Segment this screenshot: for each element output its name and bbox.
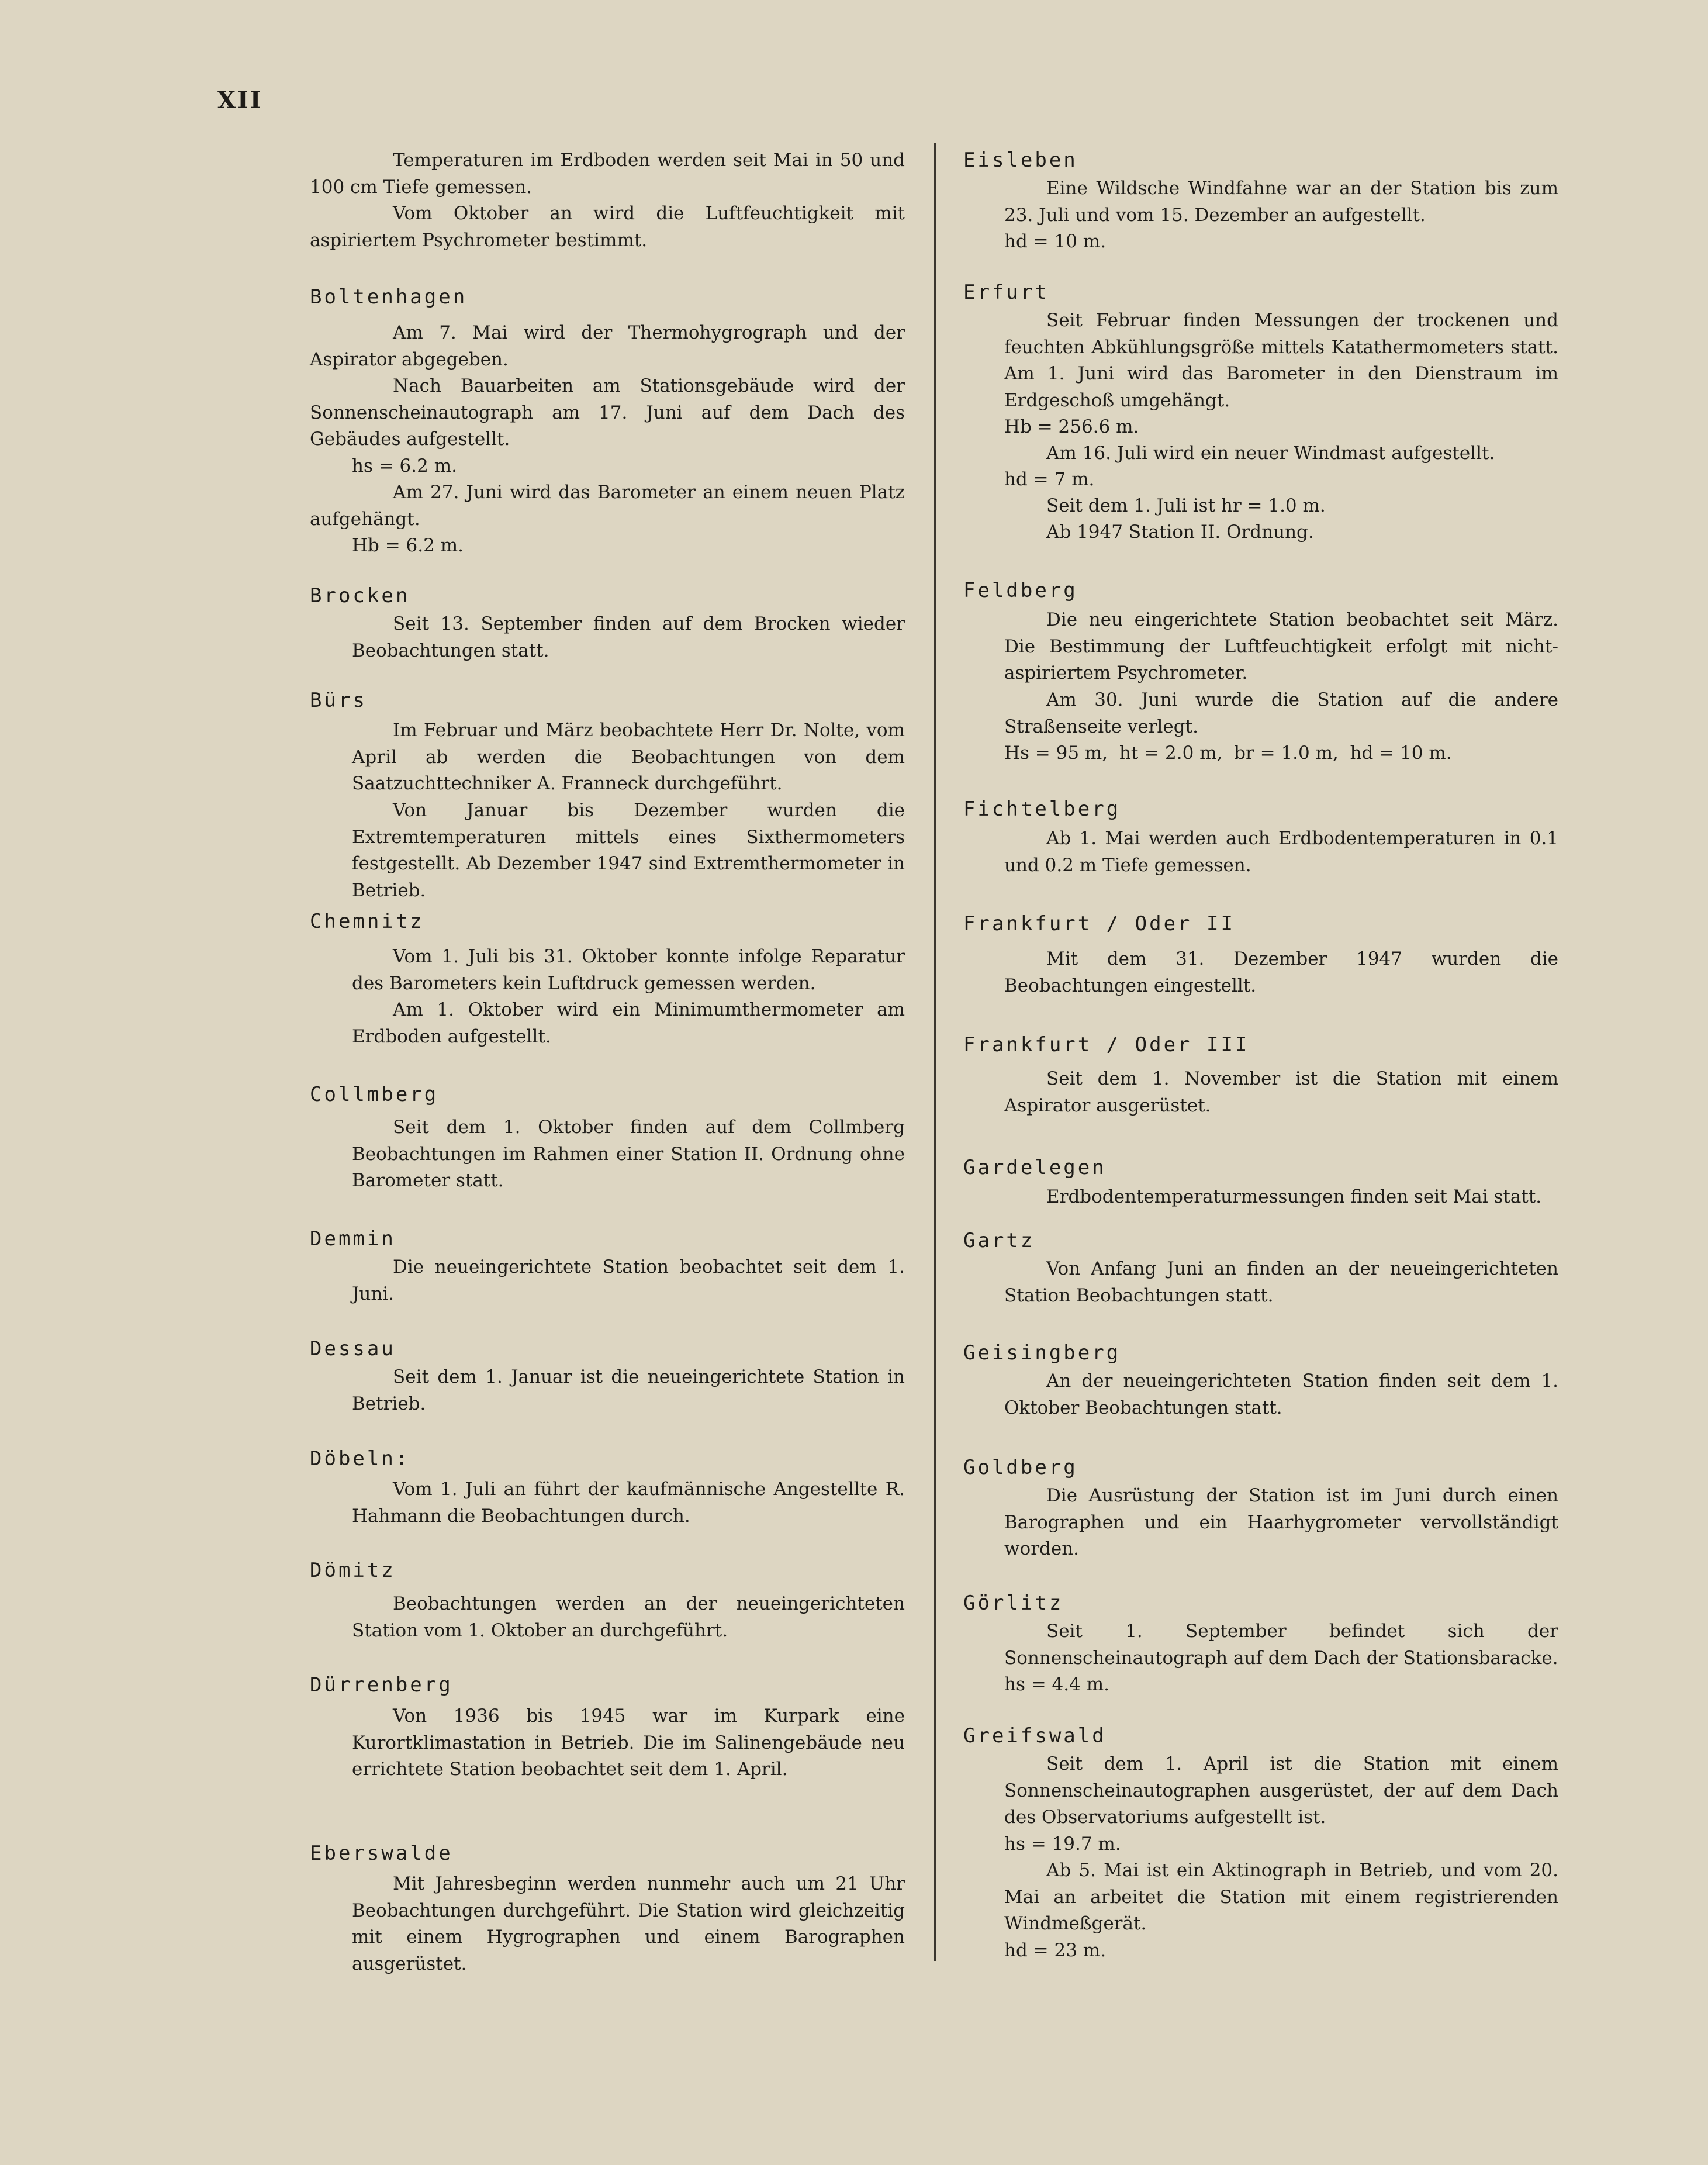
station-heading-eberswalde: Eberswalde	[310, 1842, 453, 1865]
boltenhagen-paragraph-2: Nach Bauarbeiten am Stationsgebäude wird der Sonnenscheinautograph am 17. Juni auf dem Dach des Gebäudes aufgestellt.	[310, 375, 905, 450]
page-number: XII	[217, 87, 263, 114]
station-heading-goerlitz: Görlitz	[963, 1591, 1064, 1615]
station-heading-feldberg: Feldberg	[963, 579, 1078, 602]
station-heading-gartz: Gartz	[963, 1229, 1035, 1252]
station-heading-brocken: Brocken	[310, 584, 410, 607]
station-heading-collmberg: Collmberg	[310, 1083, 439, 1106]
boltenhagen-paragraph-5: Hb = 6.2 m.	[352, 535, 464, 556]
station-heading-dessau: Dessau	[310, 1337, 396, 1361]
eisleben-paragraph-1: Eine Wildsche Windfahne war an der Station bis zum 23. Juli und vom 15. Dezember an aufgestellt.	[1004, 178, 1558, 226]
greifswald-paragraph-1: Seit dem 1. April ist die Station mit einem Sonnenscheinautographen ausgerüstet, der auf dem Dach des Observatoriums aufgestellt ist.	[1004, 1753, 1558, 1828]
erfurt-paragraph-5: Seit dem 1. Juli ist hr = 1.0 m.	[1046, 495, 1326, 516]
intro-paragraph-1: Temperaturen im Erdboden werden seit Mai in 50 und 100 cm Tiefe gemessen.	[310, 150, 905, 198]
station-heading-eisleben: Eisleben	[963, 149, 1078, 172]
station-heading-duerrenberg: Dürrenberg	[310, 1673, 453, 1697]
greifswald-paragraph-2: hs = 19.7 m.	[1004, 1833, 1121, 1855]
intro-paragraph-2: Vom Oktober an wird die Luftfeuchtigkeit mit aspiriertem Psychrometer bestimmt.	[310, 203, 905, 251]
station-heading-goldberg: Goldberg	[963, 1456, 1078, 1479]
goerlitz-paragraph-2: hs = 4.4 m.	[1004, 1674, 1109, 1695]
frankfurt-oder-3-paragraph-1: Seit dem 1. November ist die Station mit einem Aspirator ausgerüstet.	[1004, 1068, 1558, 1116]
eisleben-paragraph-2: hd = 10 m.	[1004, 231, 1107, 252]
doemitz-paragraph-1: Beobachtungen werden an der neueingerichteten Station vom 1. Oktober an durchgeführt.	[352, 1593, 905, 1641]
feldberg-paragraph-2: Am 30. Juni wurde die Station auf die andere Straßenseite verlegt.	[1004, 689, 1558, 737]
station-heading-greifswald: Greifswald	[963, 1724, 1107, 1748]
frankfurt-oder-2-paragraph-1: Mit dem 31. Dezember 1947 wurden die Beobachtungen eingestellt.	[1004, 948, 1558, 996]
station-heading-buers: Bürs	[310, 689, 367, 712]
feldberg-paragraph-3: Hs = 95 m, ht = 2.0 m, br = 1.0 m, hd = 10 m.	[1004, 743, 1452, 764]
station-heading-gardelegen: Gardelegen	[963, 1156, 1107, 1179]
chemnitz-paragraph-1: Vom 1. Juli bis 31. Oktober konnte infolge Reparatur des Barometers kein Luftdruck gemessen werden.	[352, 946, 905, 994]
station-heading-geisingberg: Geisingberg	[963, 1341, 1121, 1365]
buers-paragraph-1: Im Februar und März beobachtete Herr Dr. Nolte, vom April ab werden die Beobachtungen von dem Saatzuchttechniker A. Franneck durchgeführt.	[352, 720, 905, 794]
duerrenberg-paragraph-1: Von 1936 bis 1945 war im Kurpark eine Kurortklimastation in Betrieb. Die im Salinengebäude neu errichtete Station beobachtet seit dem 1. April.	[352, 1705, 905, 1780]
erfurt-paragraph-2: Hb = 256.6 m.	[1004, 416, 1139, 437]
eberswalde-paragraph-1: Mit Jahresbeginn werden nunmehr auch um 21 Uhr Beobachtungen durchgeführt. Die Station wird gleichzeitig mit einem Hygrographen und einem Barographen ausgerüstet.	[352, 1873, 905, 1974]
column-divider	[934, 143, 936, 1961]
gardelegen-paragraph-1: Erdbodentemperaturmessungen finden seit Mai statt.	[1046, 1186, 1542, 1207]
collmberg-paragraph-1: Seit dem 1. Oktober finden auf dem Collmberg Beobachtungen im Rahmen einer Station II. Ordnung ohne Barometer statt.	[352, 1117, 905, 1191]
goerlitz-paragraph-1: Seit 1. September befindet sich der Sonnenscheinautograph auf dem Dach der Stationsbaracke.	[1004, 1621, 1558, 1669]
boltenhagen-paragraph-3: hs = 6.2 m.	[352, 455, 457, 476]
greifswald-paragraph-3: Ab 5. Mai ist ein Aktinograph in Betrieb, und vom 20. Mai an arbeitet die Station mit einem registrierenden Windmeßgerät.	[1004, 1860, 1558, 1934]
feldberg-paragraph-1: Die neu eingerichtete Station beobachtet seit März. Die Bestimmung der Luftfeuchtigkeit erfolgt mit nicht-aspiriertem Psychrometer.	[1004, 609, 1558, 683]
station-heading-doebeln: Döbeln:	[310, 1447, 410, 1470]
erfurt-paragraph-6: Ab 1947 Station II. Ordnung.	[1046, 522, 1314, 543]
station-heading-demmin: Demmin	[310, 1227, 396, 1251]
station-heading-frankfurt-oder-2: Frankfurt / Oder II	[963, 912, 1235, 935]
gartz-paragraph-1: Von Anfang Juni an finden an der neueingerichteten Station Beobachtungen statt.	[1004, 1258, 1558, 1306]
brocken-paragraph-1: Seit 13. September finden auf dem Brocken wieder Beobachtungen statt.	[352, 613, 905, 661]
station-heading-fichtelberg: Fichtelberg	[963, 797, 1121, 821]
fichtelberg-paragraph-1: Ab 1. Mai werden auch Erdbodentemperaturen in 0.1 und 0.2 m Tiefe gemessen.	[1004, 828, 1558, 876]
boltenhagen-paragraph-1: Am 7. Mai wird der Thermohygrograph und der Aspirator abgegeben.	[310, 322, 905, 370]
erfurt-paragraph-4: hd = 7 m.	[1004, 469, 1095, 490]
buers-paragraph-2: Von Januar bis Dezember wurden die Extremtemperaturen mittels eines Sixthermometers festgestellt. Ab Dezember 1947 sind Extremthermometer in Betrieb.	[352, 800, 905, 901]
dessau-paragraph-1: Seit dem 1. Januar ist die neueingerichtete Station in Betrieb.	[352, 1366, 905, 1414]
demmin-paragraph-1: Die neueingerichtete Station beobachtet seit dem 1. Juni.	[352, 1256, 905, 1304]
goldberg-paragraph-1: Die Ausrüstung der Station ist im Juni durch einen Barographen und ein Haarhygrometer vervollständigt worden.	[1004, 1485, 1558, 1559]
erfurt-paragraph-3: Am 16. Juli wird ein neuer Windmast aufgestellt.	[1046, 443, 1495, 464]
station-heading-erfurt: Erfurt	[963, 281, 1049, 304]
station-heading-doemitz: Dömitz	[310, 1559, 396, 1582]
station-heading-boltenhagen: Boltenhagen	[310, 285, 468, 309]
station-heading-frankfurt-oder-3: Frankfurt / Oder III	[963, 1033, 1250, 1056]
geisingberg-paragraph-1: An der neueingerichteten Station finden seit dem 1. Oktober Beobachtungen statt.	[1004, 1370, 1558, 1418]
erfurt-paragraph-1: Seit Februar finden Messungen der trockenen und feuchten Abkühlungsgröße mittels Katathermometers statt. Am 1. Juni wird das Barometer in den Dienstraum im Erdgeschoß umgehängt.	[1004, 310, 1558, 411]
greifswald-paragraph-4: hd = 23 m.	[1004, 1940, 1107, 1961]
boltenhagen-paragraph-4: Am 27. Juni wird das Barometer an einem neuen Platz aufgehängt.	[310, 482, 905, 530]
doebeln-paragraph-1: Vom 1. Juli an führt der kaufmännische Angestellte R. Hahmann die Beobachtungen durch.	[352, 1479, 905, 1527]
chemnitz-paragraph-2: Am 1. Oktober wird ein Minimumthermometer am Erdboden aufgestellt.	[352, 999, 905, 1047]
station-heading-chemnitz: Chemnitz	[310, 910, 424, 933]
